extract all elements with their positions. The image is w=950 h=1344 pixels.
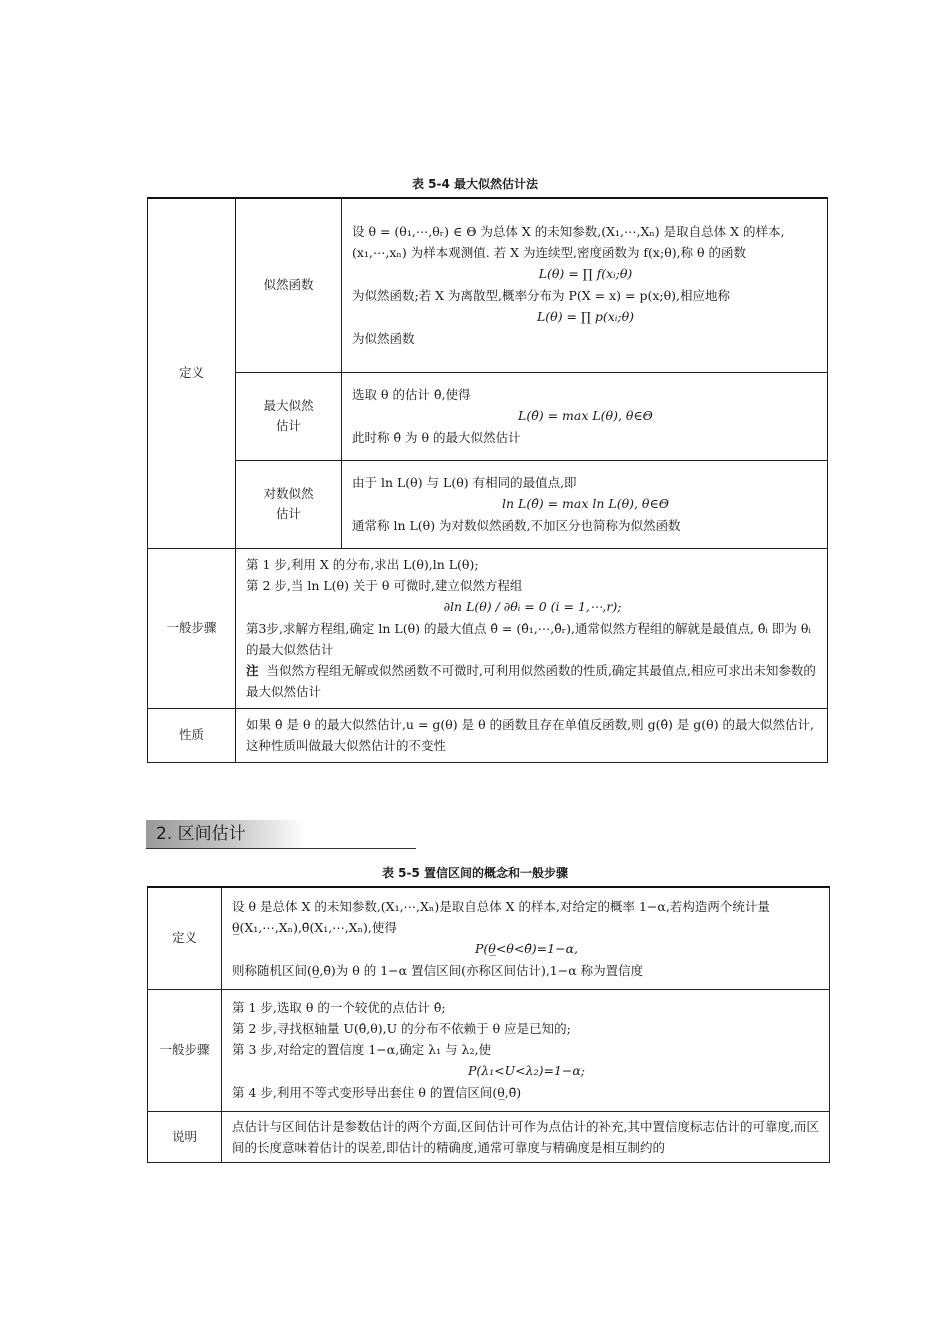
table-5-5: [147, 886, 830, 1163]
ci-steps-label: 一般步骤: [148, 989, 222, 1111]
ci-definition-label: 定义: [148, 887, 222, 989]
loglik-text-2: 通常称 ln L(θ) 为对数似然函数,不加区分也简称为似然函数: [352, 518, 681, 533]
steps-equation: ∂ln L(θ) / ∂θᵢ = 0 (i = 1,⋯,r);: [443, 599, 622, 614]
note-text: 当似然方程组无解或似然函数不可微时,可利用似然函数的性质,确定其最值点,相应可求出未知参数的最大似然估计: [246, 663, 816, 699]
note-label: 注: [246, 663, 259, 678]
ci-definition-text-2: 则称随机区间(θ̲,θ̄)为 θ 的 1−α 置信区间(亦称区间估计),1−α 称为置信度: [232, 962, 644, 978]
loglik-equation: ln L(θ̂) = max ln L(θ), θ∈Θ: [502, 496, 669, 511]
likelihood-text-1: 设 θ = (θ₁,⋯,θᵣ) ∈ Θ 为总体 X 的未知参数,(X₁,⋯,Xₙ) 是取自总体 X 的样本,(x₁,⋯,xₙ) 为样本观测值. 若 X 为连续型,密度函数为 f(x;θ),称 θ 的函数: [352, 224, 785, 261]
ci-steps-equation: P(λ₁<U<λ₂)=1−α;: [467, 1063, 586, 1078]
likelihood-text-3: 为似然函数: [352, 331, 415, 347]
steps-cell: [236, 548, 828, 708]
loglik-text-1: 由于 ln L(θ) 与 L(θ) 有相同的最值点,即: [352, 475, 577, 490]
section-underline: [146, 848, 416, 849]
likelihood-cell: [342, 198, 828, 372]
ci-definition-text-1: 设 θ 是总体 X 的未知参数,(X₁,⋯,Xₙ)是取自总体 X 的样本,对给定的概率 1−α,若构造两个统计量 θ̲(X₁,⋯,Xₙ),θ̄(X₁,⋯,Xₙ),使得: [232, 898, 770, 935]
table-5-4-caption: 表 5-4 最大似然估计法: [411, 177, 539, 191]
table-5-4: [147, 197, 828, 763]
mle-equation: L(θ̂) = max L(θ), θ∈Θ: [518, 408, 653, 423]
likelihood-equation-1: L(θ) = ∏ f(xᵢ;θ): [538, 266, 633, 282]
loglik-cell: [342, 460, 828, 548]
section-title: 2. 区间估计: [146, 820, 306, 848]
ci-step-4: 第 4 步,利用不等式变形导出套住 θ 的置信区间(θ̲,θ̄): [232, 1085, 522, 1100]
steps-note: [246, 660, 819, 702]
mle-cell: [342, 372, 828, 460]
property-text: 如果 θ̂ 是 θ 的最大似然估计,u = g(θ) 是 θ 的函数且存在单值反函数,则 g(θ̂) 是 g(θ) 的最大似然估计,这种性质叫做最大似然估计的不变性: [236, 708, 828, 762]
mle-label: 最大似然 估计: [236, 372, 342, 460]
mle-text-1: 选取 θ 的估计 θ̂,使得: [352, 387, 471, 402]
step-3: 第3步,求解方程组,确定 ln L(θ) 的最大值点 θ̂ = (θ̂₁,⋯,θ̂ᵣ),通常似然方程组的解就是最值点, θ̂ᵢ 即为 θᵢ 的最大似然估计: [246, 621, 811, 657]
loglik-label: 对数似然 估计: [236, 460, 342, 548]
likelihood-equation-2: L(θ) = ∏ p(xᵢ;θ): [537, 309, 634, 325]
steps-label: 一般步骤: [148, 548, 236, 708]
step-1: 第 1 步,利用 X 的分布,求出 L(θ),ln L(θ);: [246, 557, 479, 572]
ci-remark-text: 点估计与区间估计是参数估计的两个方面,区间估计可作为点估计的补充,其中置信度标志估计的可靠度,而区间的长度意味着估计的误差,即估计的精确度,通常可靠度与精确度是相互制约的: [222, 1111, 830, 1162]
ci-step-3: 第 3 步,对给定的置信度 1−α,确定 λ₁ 与 λ₂,使: [232, 1042, 491, 1057]
property-label: 性质: [148, 708, 236, 762]
ci-step-1: 第 1 步,选取 θ 的一个较优的点估计 θ̂;: [232, 1000, 446, 1015]
ci-definition-cell: [222, 887, 830, 989]
definition-label: 定义: [148, 198, 236, 548]
likelihood-text-2: 为似然函数;若 X 为离散型,概率分布为 P(X = x) = p(x;θ),相应地称: [352, 288, 730, 304]
ci-step-2: 第 2 步,寻找枢轴量 U(θ̂,θ),U 的分布不依赖于 θ 应是已知的;: [232, 1021, 571, 1036]
ci-definition-equation: P(θ̲<θ<θ̄)=1−α,: [474, 940, 578, 956]
ci-steps-cell: [222, 989, 830, 1111]
ci-remark-label: 说明: [148, 1111, 222, 1162]
table-5-5-caption: 表 5-5 置信区间的概念和一般步骤: [381, 866, 569, 880]
step-2: 第 2 步,当 ln L(θ) 关于 θ 可微时,建立似然方程组: [246, 578, 523, 593]
mle-text-2: 此时称 θ̂ 为 θ 的最大似然估计: [352, 430, 521, 445]
likelihood-label: 似然函数: [236, 198, 342, 372]
